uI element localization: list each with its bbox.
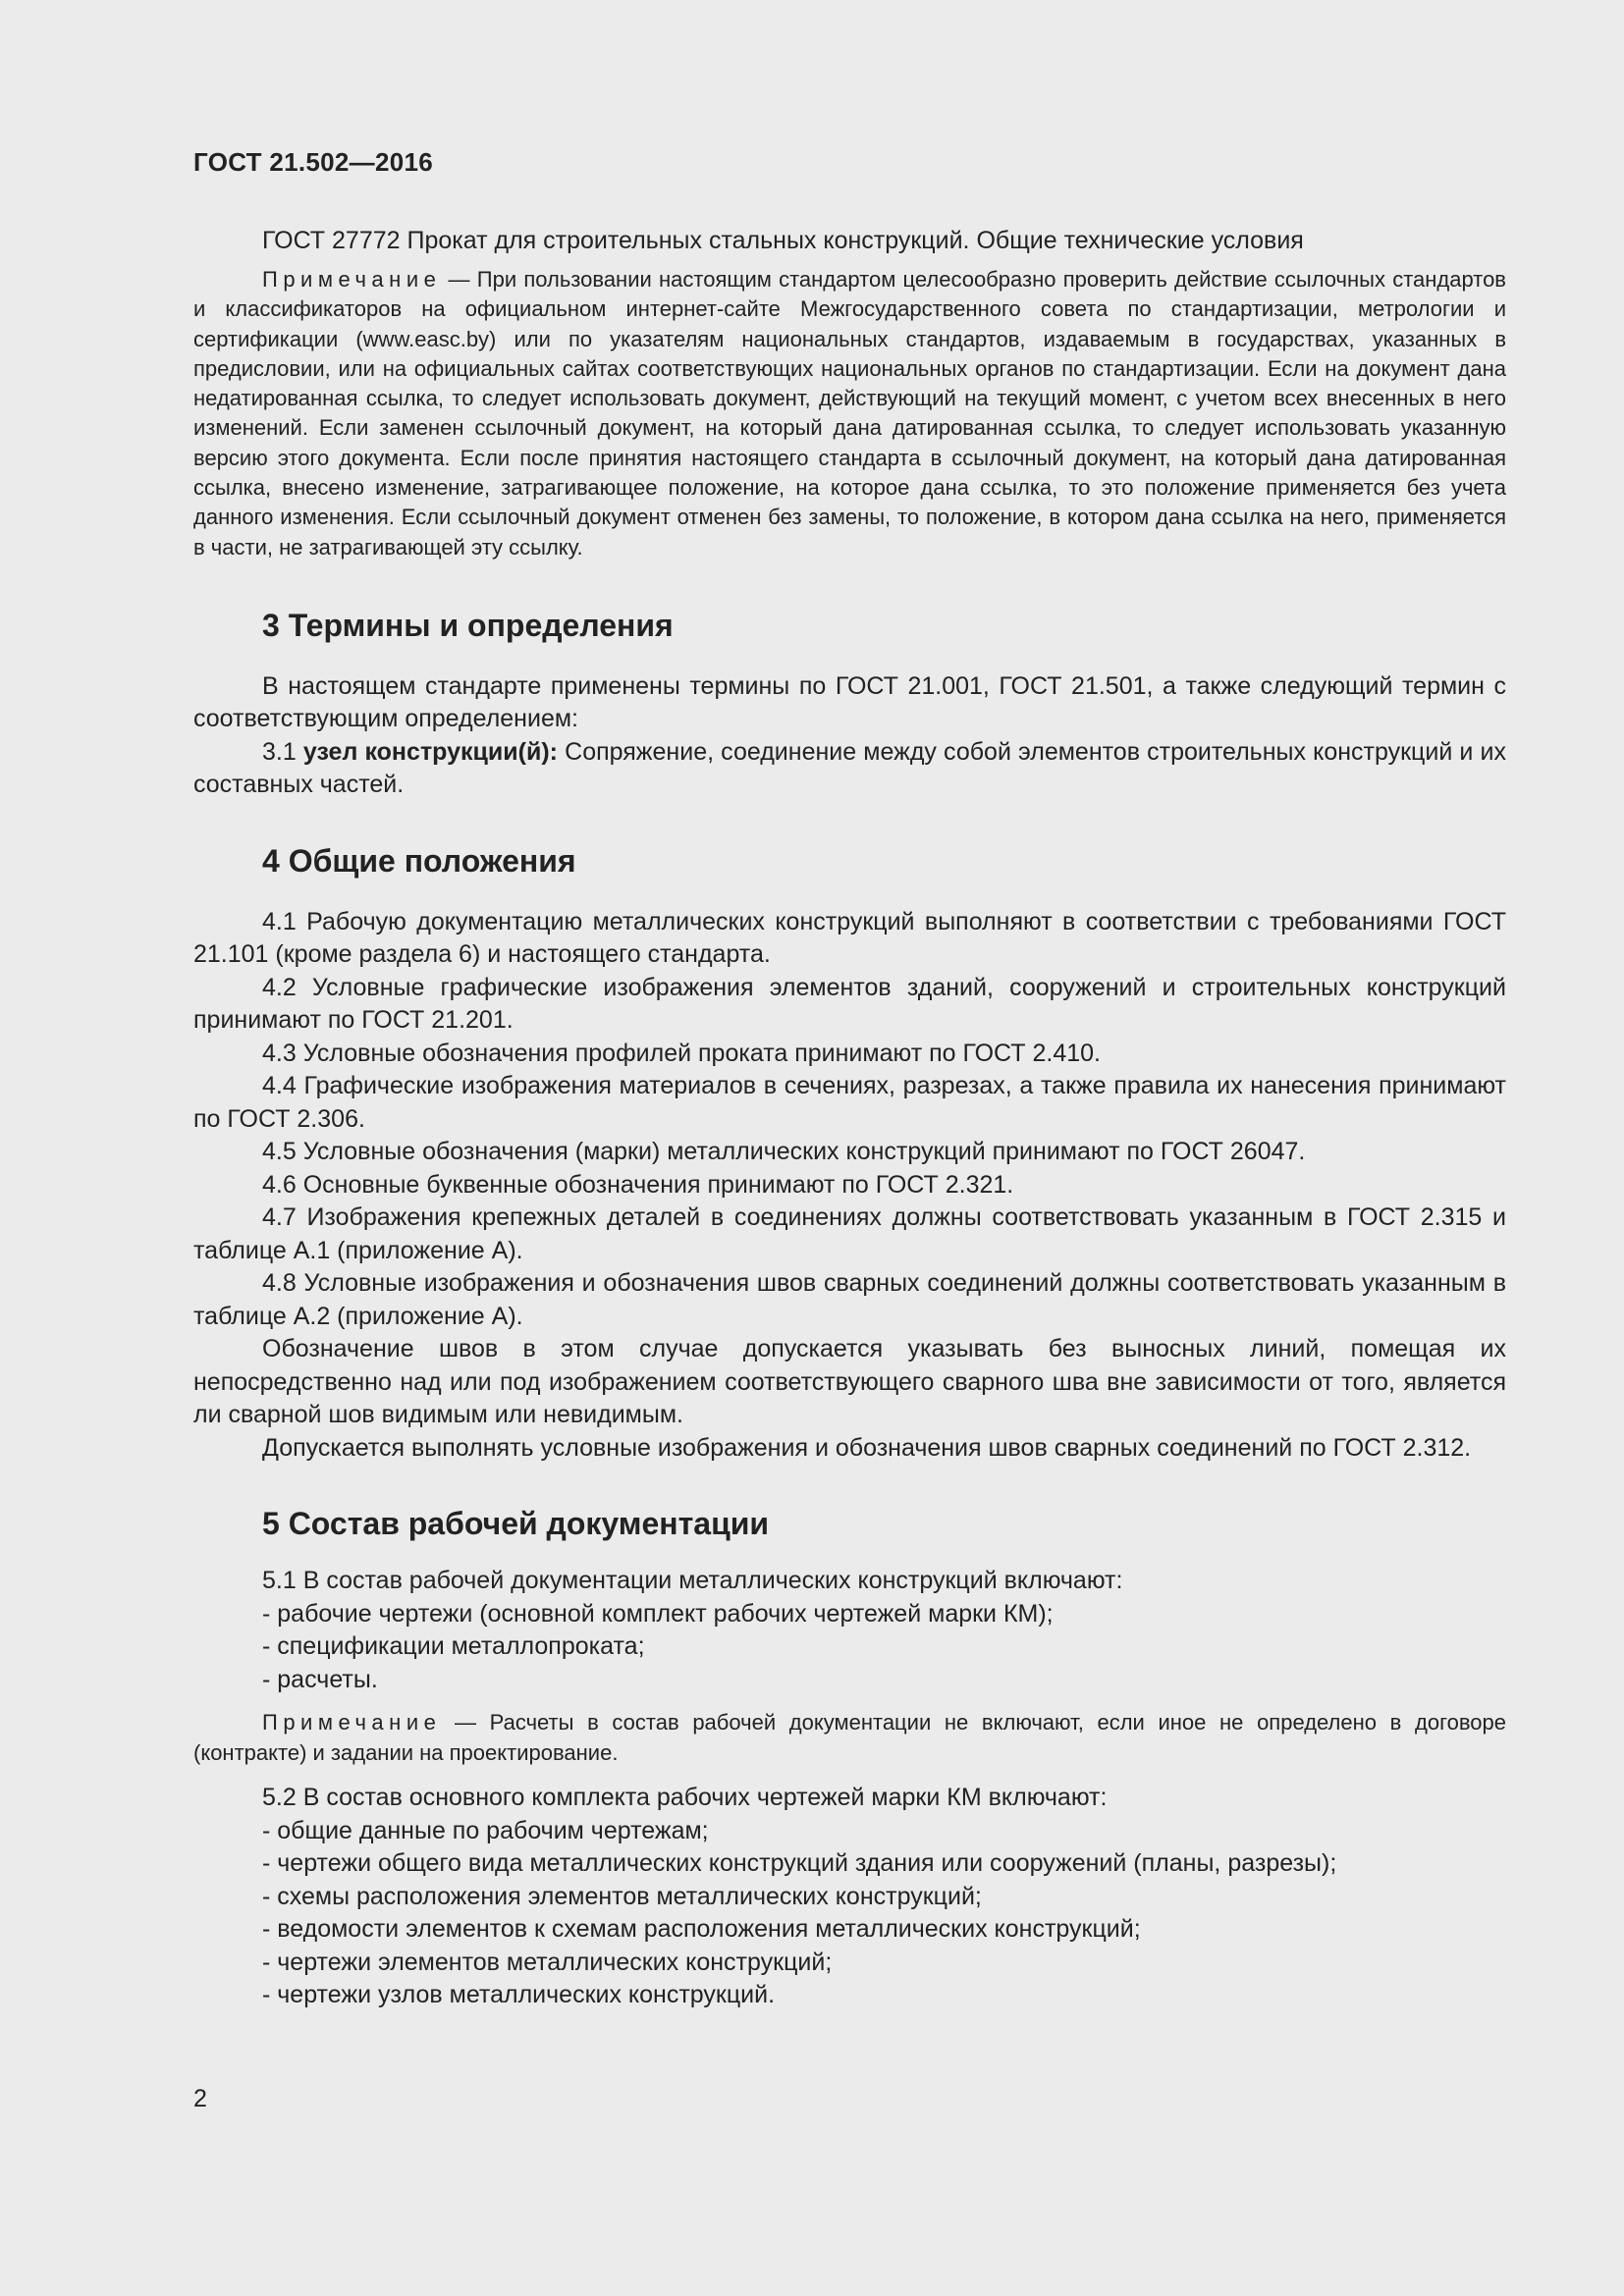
list-item: - чертежи узлов металлических конструкций. xyxy=(262,1981,776,2009)
term-definition xyxy=(193,736,1506,802)
list-item: - чертежи элементов металлических конструкций; xyxy=(262,1948,833,1976)
paragraph: Допускается выполнять условные изображения и обозначения швов сварных соединений по ГОСТ 2.312. xyxy=(262,1433,1472,1462)
paragraph: 4.8 Условные изображения и обозначения швов сварных соединений должны соответствовать указанным в таблице А.2 (приложение А). xyxy=(193,1269,1506,1330)
term-name: узел конструкции(й): xyxy=(302,737,558,766)
note-label: Примечание xyxy=(262,1710,442,1735)
paragraph-5-1: 5.1 В состав рабочей документации металлических конструкций включают: xyxy=(262,1567,1123,1595)
section-4-title: 4 Общие положения xyxy=(262,842,576,879)
page-content xyxy=(193,224,1506,2012)
note-text: — Расчеты в состав рабочей документации не включают, если иное не определено в договоре (контракте) и задании на проектирование. xyxy=(193,1710,1506,1765)
paragraph: Обозначение швов в этом случае допускается указывать без выносных линий, помещая их непосредственно над или под изображением соответствующего сварного шва вне зависимости от того, является ли сварной шов видимым или невидимым. xyxy=(193,1335,1506,1429)
section-4-body xyxy=(193,906,1506,1466)
term-number: 3.1 xyxy=(262,737,303,766)
paragraph: 4.3 Условные обозначения профилей проката принимают по ГОСТ 2.410. xyxy=(262,1039,1102,1067)
note-references xyxy=(193,265,1506,562)
paragraph: 4.5 Условные обозначения (марки) металлических конструкций принимают по ГОСТ 26047. xyxy=(262,1138,1306,1166)
list-item: - общие данные по рабочим чертежам; xyxy=(262,1816,709,1844)
list-item: - ведомости элементов к схемам расположения металлических конструкций; xyxy=(262,1915,1141,1944)
reference-line: ГОСТ 27772 Прокат для строительных стальных конструкций. Общие технические условия xyxy=(262,227,1304,254)
note-label: Примечание xyxy=(262,267,442,292)
note-calculations xyxy=(193,1708,1506,1768)
list-item: - расчеты. xyxy=(262,1665,378,1693)
list-item: - спецификации металлопроката; xyxy=(262,1632,645,1661)
list-item: - схемы расположения элементов металлических конструкций; xyxy=(262,1882,982,1910)
paragraph: 4.4 Графические изображения материалов в сечениях, разрезах, а также правила их нанесения принимают по ГОСТ 2.306. xyxy=(193,1072,1506,1133)
paragraph: 4.7 Изображения крепежных деталей в соединениях должны соответствовать указанным в ГОСТ 2.315 и таблице А.1 (приложение А). xyxy=(193,1203,1506,1264)
paragraph: 4.6 Основные буквенные обозначения принимают по ГОСТ 2.321. xyxy=(262,1170,1014,1199)
paragraph-5-2: 5.2 В состав основного комплекта рабочих чертежей марки КМ включают: xyxy=(262,1784,1108,1812)
list-item: - рабочие чертежи (основной комплект рабочих чертежей марки КМ); xyxy=(262,1599,1054,1628)
document-header: ГОСТ 21.502—2016 xyxy=(193,147,434,177)
page-number: 2 xyxy=(193,2085,207,2112)
section-3-intro: В настоящем стандарте применены термины по ГОСТ 21.001, ГОСТ 21.501, а также следующий термин с соответствующим определением: xyxy=(193,671,1506,733)
section-5-title: 5 Состав рабочей документации xyxy=(262,1506,770,1542)
section-3-title: 3 Термины и определения xyxy=(262,607,674,643)
note-text: — При пользовании настоящим стандартом целесообразно проверить действие ссылочных стандартов и классификаторов на официальном интернет-сайте Межгосударственного совета по стандартизации, метрологии и сертификации (www.easc.by) или по указателям национальных стандартов, издаваемым в государствах, указанных в предисловии, или на официальных сайтах соответствующих национальных органов по стандартизации. Если на документ дана недатированная ссылка, то следует использовать документ, действующий на текущий момент, с учетом всех внесенных в него изменений. Если заменен ссылочный документ, на который дана датированная ссылка, то следует использовать указанную версию этого документа. Если после принятия настоящего стандарта в ссылочный документ, на который дана датированная ссылка, внесено изменение, затрагивающее положение, на которое дана ссылка, то это положение применяется без учета данного изменения. Если ссылочный документ отменен без замены, то положение, в котором дана ссылка на него, применяется в части, не затрагивающей эту ссылку. xyxy=(193,267,1506,560)
list-item: - чертежи общего вида металлических конструкций здания или сооружений (планы, разрезы); xyxy=(262,1849,1337,1878)
paragraph: 4.2 Условные графические изображения элементов зданий, сооружений и строительных конструкций принимают по ГОСТ 21.201. xyxy=(193,973,1506,1035)
paragraph: 4.1 Рабочую документацию металлических конструкций выполняют в соответствии с требованиями ГОСТ 21.101 (кроме раздела 6) и настоящего стандарта. xyxy=(193,907,1506,969)
term-definition-text: Сопряжение, соединение между собой элементов строительных конструкций и их составных частей. xyxy=(193,737,1506,799)
